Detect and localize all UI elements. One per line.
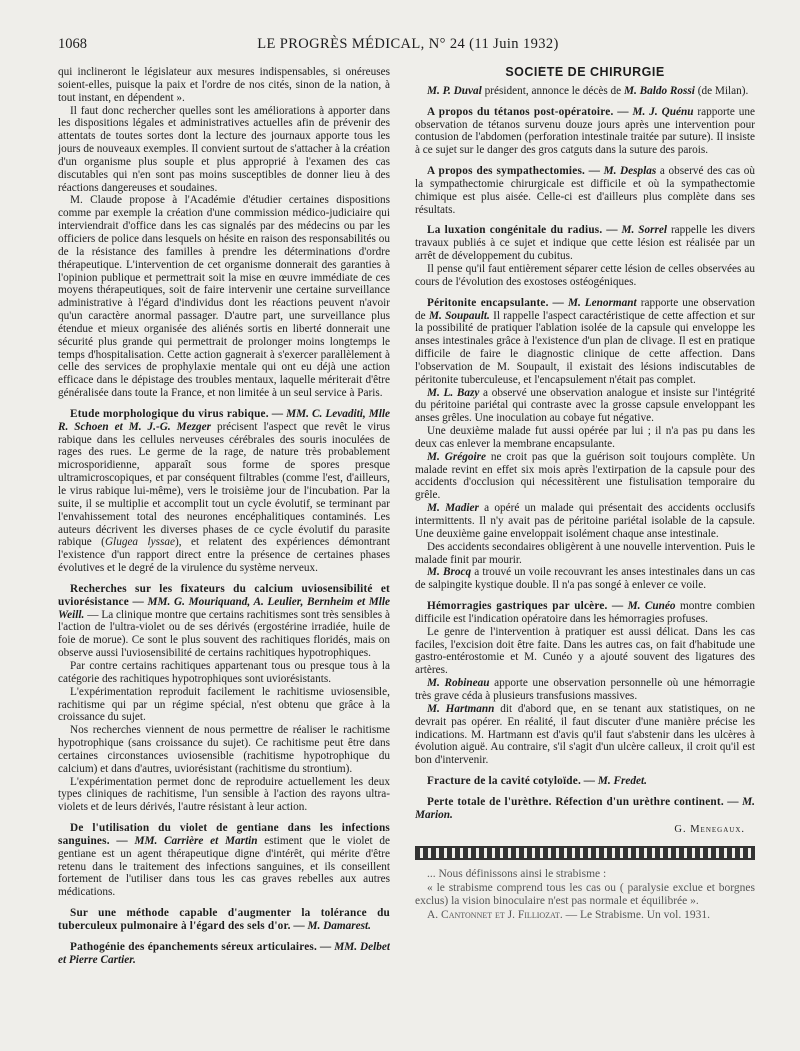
- journal-title: LE PROGRÈS MÉDICAL, N° 24 (11 Juin 1932): [257, 36, 559, 52]
- article-text: ), et relatent des expériences démontrant l'existence d'un rapport direct entre la présence de certaines phases évolutives et le degré de la virulence du système nerveux.: [58, 536, 390, 575]
- article-heading: De l'utilisation du violet de gentiane dans les infections sanguines.: [58, 822, 390, 847]
- paragraph: Par contre certains rachitiques appartenant tous ou presque tous à la catégorie des rachitiques hypotrophiques sont uviorésistants.: [58, 659, 390, 685]
- article-gold-salts: [58, 907, 390, 933]
- article-authors: — MM. G. Mouriquand, A. Leulier, Bernheim et Mlle Weill.: [58, 595, 390, 621]
- article-heading: Perte totale de l'urèthre. Réfection d'un urèthre continent.: [427, 795, 724, 808]
- article-authors: — MM. Delbet et Pierre Cartier.: [58, 940, 390, 966]
- article-text: a opéré un malade qui présentait des accidents occlusifs intermittents. Il n'y avait pas de péritoine pariétal isolable de la capsule. Une deuxième gaine enveloppait isolément chaque anse intestinale.: [415, 502, 755, 540]
- ornamental-divider: [415, 846, 755, 860]
- article-heading: La luxation congénitale du radius.: [427, 224, 603, 237]
- person-name: M. Grégoire: [427, 450, 486, 463]
- society-heading: SOCIÉTÉ DE CHIRURGIE: [505, 66, 665, 79]
- article-text: estiment que le violet de gentiane est un agent thérapeutique digne d'intérêt, qui mérite d'être retenu dans le traitement des infections sanguines, et ils conseillent fortement de l'utiliser dans tous les cas graves rebelles aux autres médications.: [58, 834, 390, 899]
- article-authors: — M. Cunéo: [612, 600, 676, 613]
- article-authors: — M. J. Quénu: [617, 105, 694, 118]
- article-text: a trouvé un voile recouvrant les anses intestinales dans un cas de salpingite kystique double. Il n'a pas songé à enlever ce voile.: [415, 566, 755, 592]
- ad-quote: « le strabisme comprend tous les cas ou ( paralysie exclue et borgnes exclus) la vision binoculaire n'est pas normale et équilibrée ».: [415, 881, 755, 908]
- person-name: M. Soupault.: [428, 309, 490, 322]
- paragraph: Nos recherches viennent de nous permettre de réaliser le rachitisme hypotrophique (sans croissance du sujet). Ce rachitisme peut être dans certaines circonstances uviosensible (rachitisme hypotrophique du calcium) et dans d'autres, uviorésistant (rachitisme du strontium).: [58, 724, 390, 775]
- article-text: président, annonce le décès de: [484, 84, 622, 97]
- article-peritonitis: [415, 297, 755, 387]
- article-text: a observé une observation analogue et insiste sur l'intégrité du péritoine pariétal qui contraste avec la grosse capsule enveloppant les anses grêles. Une inoculation au cobaye fut négative.: [415, 386, 755, 425]
- paragraph: Il pense qu'il faut entièrement séparer cette lésion de celles observées au cours de l'évolution des exostoses ostéogéniques.: [415, 262, 755, 288]
- article-hemorrhage: [415, 600, 755, 626]
- article-heading: Fracture de la cavité cotyloïde.: [427, 775, 581, 788]
- ad-authors: A. Cantonnet et J. Filliozat.: [427, 908, 563, 921]
- paragraph: M. Claude propose à l'Académie d'étudier certaines dispositions comme par exemple la création d'une commission médico-judiciaire qui interviendrait d'office dans les cas signalés par des médecins ou par les officiers de police dans lesquels on hésite en raison des responsabilités ou de la résistance des familles à prendre les déterminations d'ordre thérapeutique. L'intervention de cet organisme donnerait des garanties à l'opinion publique et permettrait soit la mise en œuvre immédiate de ces moyens thérapeutiques, soit de faire intervenir une certaine surveillance administrative à l'égard d'individus dont les réactions peuvent n'avoir qu'un caractère anormal passager. D'autre part, une surveillance plus étendue et mieux organisée des aliénés sortis en liberté donnerait une sécurité plus grande qui permettrait de prolonger moins longtemps le temps d'hospitalisation. Cette action gagnerait à s'exercer parallèlement à celle des services de prophylaxie mentale qui ont eu déjà une action efficace dans le dépistage des troubles mentaux, laquelle mériterait d'être généralisée dans toute la France, et non limitée à un seul service à Paris.: [58, 194, 390, 400]
- running-header: [58, 36, 758, 54]
- article-text: rapporte une observation de tétanos survenu douze jours après une intervention pour contusion de l'abdomen (perforation intestinale traitée par suture). Il insiste à ce sujet sur le danger des gros catguts dans la suture des parois.: [415, 105, 755, 157]
- person-name: M. P. Duval: [427, 84, 482, 97]
- article-authors: — M. Lenormant: [552, 296, 637, 309]
- article-effusions: [58, 941, 390, 967]
- paragraph: Il faut donc rechercher quelles sont les améliorations à apporter dans les dispositions légales et administratives actuelles afin de prévenir des attentats de toutes sortes dont la lecture des journaux apporte tous les jours de nouveaux exemples. Il convient surtout de s'attacher à la création d'un organisme plus souple et plus approprié à l'examen des cas discutables qui n'en sont pas moins susceptibles de donner lieu à des réactions dangereuses et soudaines.: [58, 104, 390, 194]
- article-radius: [415, 224, 755, 263]
- article-heading: A propos des sympathectomies.: [427, 165, 586, 178]
- paragraph: qui inclineront le législateur aux mesures indispensables, si onéreuses soient-elles, puisque la paix et l'ordre de nos cités, sinon de la nation, à tout instant, en dépendent ».: [58, 66, 390, 104]
- paragraph: [415, 387, 755, 426]
- article-gentian: [58, 822, 390, 899]
- article-heading: Recherches sur les fixateurs du calcium uviosensibilité et uviorésistance: [58, 582, 390, 608]
- person-name: M. Brocq: [427, 566, 472, 579]
- right-column: [415, 66, 755, 1041]
- article-text: montre combien difficile est l'indication opératoire dans les hémorragies profuses.: [415, 600, 755, 625]
- page-number: 1068: [58, 36, 87, 52]
- article-text: apporte une observation personnelle où une hémorragie très grave céda à plusieurs transfusions massives.: [415, 677, 755, 702]
- paragraph: L'expérimentation reproduit facilement le rachitisme uviosensible, rachitisme qui par un régime spécial, n'est obtenu que grâce à la croissance du sujet.: [58, 685, 390, 724]
- left-column: [58, 66, 390, 1041]
- article-cotyloid: [415, 775, 755, 788]
- article-heading: Pathogénie des épanchements séreux articulaires.: [70, 940, 317, 953]
- person-name: M. Hartmann: [427, 702, 495, 715]
- article-rabies: [58, 408, 390, 575]
- article-authors: — M. Sorrel: [606, 224, 667, 237]
- paragraph: [415, 451, 755, 502]
- paragraph: L'expérimentation permet donc de reproduire actuellement les deux types cliniques de rachitisme, l'un sensible à l'action des rayons ultra-violets et de leurs dérivés, l'autre résistant à leur action.: [58, 775, 390, 814]
- article-text: rapporte une observation de: [415, 296, 755, 322]
- paragraph: Des accidents secondaires obligèrent à une nouvelle intervention. Puis le malade finit par mourir.: [415, 540, 755, 566]
- signature: [415, 824, 755, 837]
- article-text: ne croit pas que la guérison soit toujours complète. Un malade revint en effet six mois après l'extirpation de la capsule pour des accidents d'occlusion qui nécessitèrent une fistulisation temporaire du grêle.: [415, 450, 755, 502]
- ad-reference: [415, 909, 755, 923]
- article-authors: — M. Marion.: [415, 795, 755, 821]
- signature-name: G. Menegaux.: [674, 823, 745, 835]
- article-authors: — M. Damarest.: [293, 920, 371, 932]
- ad-line: ... Nous définissons ainsi le strabisme :: [427, 868, 607, 881]
- person-name: M. Baldo Rossi: [623, 84, 695, 97]
- paragraph: [415, 502, 755, 541]
- article-authors: — MM. Carrière et Martin: [116, 834, 258, 847]
- species-name: Glugea lyssae: [104, 536, 175, 549]
- article-text: rappelle les divers travaux publiés à ce sujet et indique que cette lésion est réalisée par un arrêt de développement du cubitus.: [415, 224, 755, 263]
- ad-book: — Le Strabisme. Un vol. 1931.: [565, 908, 710, 921]
- article-calcium: [58, 583, 390, 660]
- paragraph: Une deuxième malade fut aussi opérée par lui ; il n'a pas pu dans les deux cas enlever la membrane encapsulante.: [415, 425, 755, 450]
- article-heading: Etude morphologique du virus rabique.: [70, 407, 269, 420]
- paragraph: [415, 677, 755, 703]
- article-heading: A propos du tétanos post-opératoire.: [427, 105, 614, 118]
- article-text: a observé des cas où la sympathectomie chirurgicale est difficile et où la sympathectomie chimique est plus aisée. Celle-ci est d'ailleurs plus complète dans ses résultats.: [415, 165, 755, 216]
- paragraph: Le genre de l'intervention à pratiquer est aussi délicat. Dans les cas faciles, l'excision doit être faite. Dans les autres cas, on fait d'habitude une gastro-entérostomie et M. Cunéo y a ajouté souvent des ligatures des artères.: [415, 625, 755, 677]
- article-text: précisent l'aspect que revêt le virus rabique dans les cellules nerveuses cérébrales des souris inoculées de rages des rues. Le germe de la rage, de nature très probablement microsporidienne, apparaît sous forme de spores presque ultramicroscopiques, et par conséquent filtrables (comme l'est, d'ailleurs, le virus rabique lui-même), vers le troisième jour de l'incubation. Par la suite, il se multiplie et accomplit tout un cycle évolutif, se terminant par l'envahissement total des neurones encéphalitiques contaminés. Les auteurs décrivent les diverses phases de ce cycle évolutif du parasite rabique (: [58, 420, 390, 549]
- article-urethra: [415, 796, 755, 822]
- advertisement-box: [415, 868, 755, 922]
- article-text: Il rappelle l'aspect caractéristique de cette affection et sur la possibilité de pratiquer l'ablation isolée de la capsule qui enveloppe les anses intestinales grâce à l'existence d'un plan de clivage. Il est en pratique difficile de faire le diagnostic clinique de cette affection. Dans l'observation de M. Soupault, il existait des lésions indiscutables de péritonite tuberculeuse, et l'encapsulement n'était pas complet.: [415, 309, 755, 386]
- person-name: M. Madier: [427, 502, 479, 515]
- person-name: M. L. Bazy: [427, 386, 480, 399]
- article-text: — La clinique montre que certains rachitismes sont très sensibles à l'action de l'ultra-violet ou de ses dérivés (ergostérine irradiée, huile de foie de morue). Ce sont le plus souvent des rachitiques floridés, mais on observe aussi l'uviosensibilité de certains rachitiques hypotrophiques.: [58, 608, 390, 660]
- article-authors: — M. Fredet.: [583, 775, 647, 788]
- article-heading: Péritonite encapsulante.: [427, 296, 549, 309]
- paragraph: [415, 703, 755, 767]
- person-name: M. Robineau: [427, 677, 490, 690]
- paragraph: [415, 85, 755, 98]
- article-authors: — M. Desplas: [588, 165, 657, 178]
- article-heading: Hémorragies gastriques par ulcère.: [427, 600, 608, 613]
- article-authors: — MM. C. Levaditi, Mlle R. Schoen et M. J.-G. Mezger: [58, 407, 390, 433]
- article-text: dit d'abord que, en se tenant aux statistiques, on ne devrait pas opérer. En réalité, il faut discuter d'une manière précise les indications. M. Hartmann est d'avis qu'il faut s'abstenir dans les ulcères à évolution aiguë. Au contraire, s'il s'agit d'un ulcère calleux, il croit qu'il est bon d'intervenir.: [415, 702, 755, 767]
- article-text: (de Milan).: [697, 84, 749, 97]
- article-heading: Sur une méthode capable d'augmenter la tolérance du tuberculeux pulmonaire à l'égard des sels d'or.: [58, 907, 390, 932]
- article-tetanus: [415, 106, 755, 157]
- article-sympathectomy: [415, 165, 755, 216]
- paragraph: [415, 566, 755, 592]
